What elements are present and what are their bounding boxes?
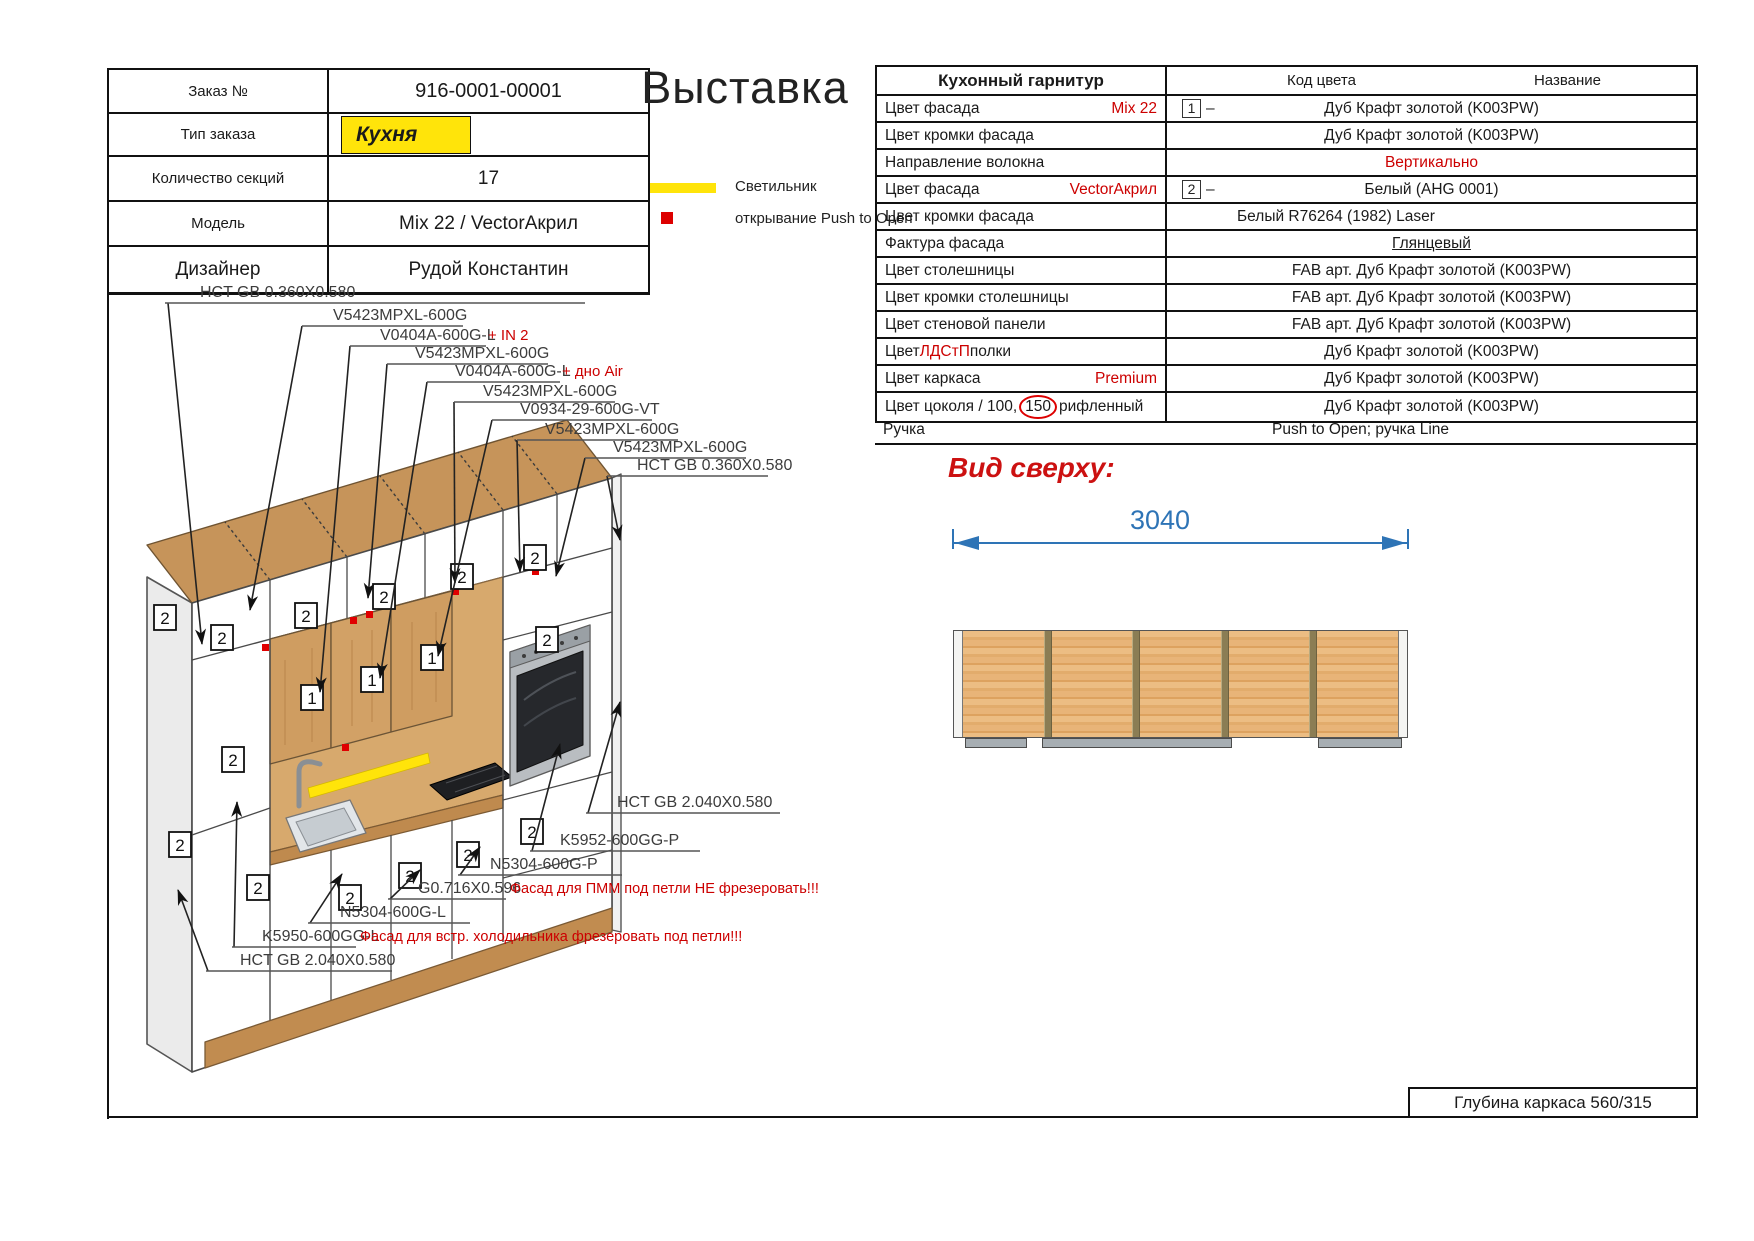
designer-value: Рудой Константин [408,258,569,280]
table-row [877,229,1696,256]
side-panel-edge [954,631,963,737]
light-strip-icon [650,183,716,193]
sections-count-label: Количество секций [109,157,329,200]
spec-tag: VectorАкрил [1069,180,1157,198]
svg-text:2: 2 [228,751,238,770]
spec-table [875,65,1698,423]
svg-text:2: 2 [463,846,473,865]
dimension-arrow-right [1382,536,1406,550]
spec-header-cols [1167,67,1696,94]
spec-label: Цвет кромки столешницы [885,288,1069,306]
callout-label: HCT GB 2.040X0.580 [617,794,773,811]
table-row [109,155,648,200]
table-row [877,175,1696,202]
spec-label: Цвет столешницы [885,261,1015,279]
isometric-kitchen-drawing [107,262,910,1120]
spec-value: Глянцевый [1392,234,1471,252]
spec-value: FAB арт. Дуб Крафт золотой (K003PW) [1291,261,1572,279]
cabinet-top-panel [963,631,1044,737]
spec-value: Дуб Крафт золотой (K003PW) [1324,99,1539,117]
dimension-line [953,542,1408,544]
table-row: Цвет цоколя / 100, 150 рифленный Дуб Крафт золотой (K003PW) [877,391,1696,421]
cabinet-foot [965,738,1027,748]
callout-label: V5423MPXL-600G [613,439,748,456]
page-title: Выставка [641,62,849,113]
spec-label: Направление волокна [885,153,1045,171]
sections-count-value: 17 [477,167,500,189]
table-row [877,202,1696,229]
order-number-label: Заказ № [109,70,329,112]
callout-extra: + IN 2 [488,327,529,344]
dimension-tick [1407,529,1409,549]
callout-note: Фасад для встр. холодильника фрезеровать под петли!!! [360,929,743,945]
legend-push-label: открывание Push to Open [735,210,913,227]
svg-text:1: 1 [427,649,437,668]
callout-label: V0404A-600G-L [455,363,571,380]
svg-text:2: 2 [379,588,389,607]
spec-header-row [877,67,1696,94]
callout-label: HCT GB 0.360X0.580 [637,457,793,474]
table-row [877,310,1696,337]
designer-label: Дизайнер [109,247,329,292]
spec-value: Дуб Крафт золотой (K003PW) [1324,342,1539,360]
table-row [109,70,648,112]
circled-value: 150 [1019,395,1057,419]
depth-note: Глубина каркаса 560/315 [1454,1092,1652,1112]
table-row: Цвет ЛДСтП полки Дуб Крафт золотой (K003PW) [877,337,1696,364]
cabinet-top-panel [1317,631,1398,737]
cabinet-top-panel [1229,631,1310,737]
spec-value: Белый R76264 (1982) Laser [1237,207,1435,225]
callout-label: V5423MPXL-600G [545,421,680,438]
push-open-icon [661,212,673,224]
callout-label: K5950-600GG-L [262,928,380,945]
code-badge: 1 – [1182,99,1215,118]
callout-note: Фасад для ПММ под петли НЕ фрезеровать!!! [510,881,819,897]
order-number-value: 916-0001-00001 [415,79,562,102]
spec-header-title: Кухонный гарнитур [877,67,1167,94]
spec-tag: Mix 22 [1111,99,1157,117]
code-badge: 2 – [1182,180,1215,199]
svg-text:2: 2 [345,889,355,908]
spec-label: Фактура фасада [885,234,1005,252]
cabinet-foot [1318,738,1402,748]
panel-divider [1221,631,1229,737]
col-code-label: Код цвета [1287,72,1356,89]
svg-text:2: 2 [175,836,185,855]
table-row [877,283,1696,310]
order-table [107,68,650,295]
svg-text:2: 2 [217,629,227,648]
svg-text:2: 2 [253,879,263,898]
order-type-label: Тип заказа [109,114,329,155]
side-panel-edge [1398,631,1407,737]
callout-label: V5423MPXL-600G [415,345,550,362]
callout-label: V5423MPXL-600G [483,383,618,400]
svg-text:2: 2 [160,609,170,628]
spec-label: Цвет фасада [885,99,980,117]
spec-value: Вертикально [1384,153,1479,171]
callout-label: K5952-600GG-P [560,832,680,849]
handle-value: Push to Open; ручка Line [1271,421,1450,438]
table-row [109,112,648,155]
col-name-label: Название [1533,72,1601,89]
table-row [877,256,1696,283]
dimension-value: 3040 [1129,505,1191,535]
spec-value: Дуб Крафт золотой (K003PW) [1324,398,1539,415]
svg-text:2: 2 [527,823,537,842]
svg-text:1: 1 [367,671,377,690]
svg-text:2: 2 [457,568,467,587]
depth-note-box [1408,1087,1698,1118]
callout-label: G0.716X0.596 [418,880,522,897]
cabinet-top-panel [1052,631,1133,737]
callout-label: HCT GB 0.360X0.580 [200,284,356,301]
handle-label: Ручка [883,421,925,438]
spec-label: Цвет стеновой панели [885,315,1046,333]
spec-label: Цвет кромки фасада [885,207,1034,225]
handle-row [875,417,1698,445]
table-row [877,364,1696,391]
spec-label: Цвет кромки фасада [885,126,1034,144]
table-row [109,200,648,245]
model-value: Mix 22 / VectorАкрил [399,212,578,234]
spec-label: Цвет каркаса [885,369,981,387]
cabinet-foot [1042,738,1232,748]
spec-value: Дуб Крафт золотой (K003PW) [1324,369,1539,387]
panel-divider [1132,631,1140,737]
cabinet-top-panel [1140,631,1221,737]
spec-value: Белый (AHG 0001) [1364,180,1499,198]
legend-light-label: Светильник [735,178,817,195]
svg-text:2: 2 [530,549,540,568]
spec-value: Дуб Крафт золотой (K003PW) [1324,126,1539,144]
table-row [877,148,1696,175]
svg-text:2: 2 [301,607,311,626]
model-label: Модель [109,202,329,245]
callout-label: N5304-600G-L [340,904,446,921]
panel-divider [1309,631,1317,737]
callout-label: N5304-600G-P [490,856,598,873]
top-view-caption: Вид сверху: [948,452,1115,483]
callout-label: V0404A-600G-L [380,327,496,344]
table-row [877,94,1696,121]
callout-label: HCT GB 2.040X0.580 [240,952,396,969]
svg-text:2: 2 [405,867,415,886]
svg-text:1: 1 [307,689,317,708]
cabinet-body [147,420,621,1072]
panel-divider [1044,631,1052,737]
callout-label: V5423MPXL-600G [333,307,468,324]
spec-value: FAB арт. Дуб Крафт золотой (K003PW) [1291,315,1572,333]
spec-tag: Premium [1094,369,1157,387]
spec-value: FAB арт. Дуб Крафт золотой (K003PW) [1291,288,1572,306]
dimension-arrow-left [955,536,979,550]
dimension-tick [952,529,954,549]
spec-label: Цвет фасада [885,180,980,198]
table-row [877,121,1696,148]
svg-text:2: 2 [542,631,552,650]
callout-label: V0934-29-600G-VT [520,401,660,418]
left-end-panel [147,577,192,1072]
callout-extra: + дно Air [562,363,623,380]
order-type-highlight: Кухня [341,116,471,154]
top-view-drawing [953,630,1408,738]
order-type-value [329,114,648,155]
